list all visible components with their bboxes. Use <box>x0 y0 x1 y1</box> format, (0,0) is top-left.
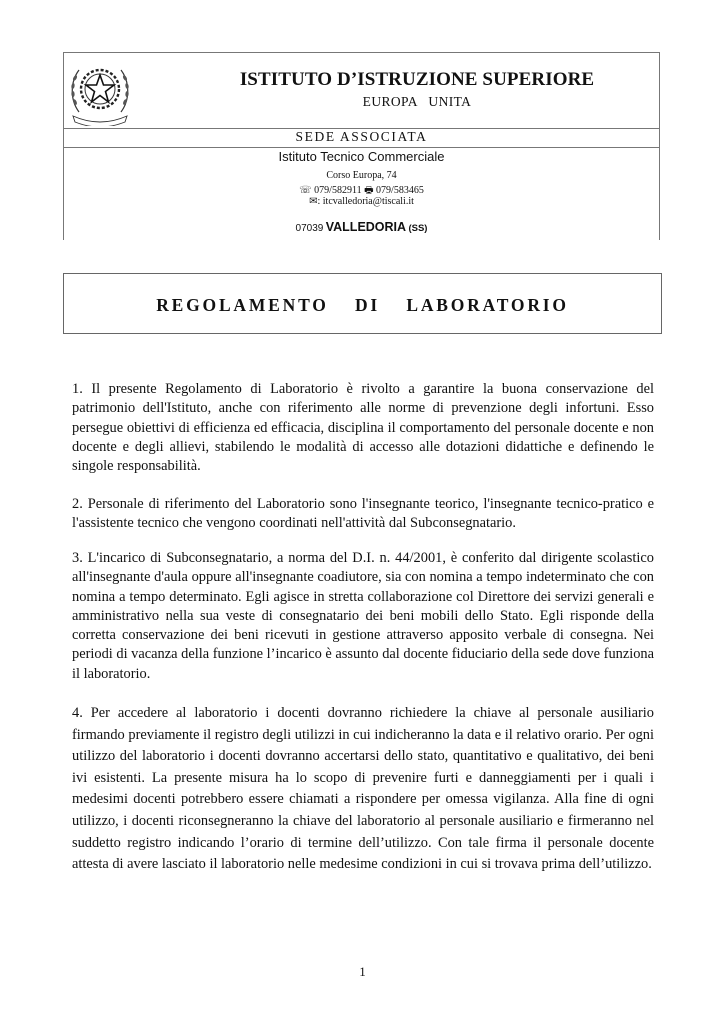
school-name: Istituto Tecnico Commerciale <box>278 149 445 164</box>
paragraph-2: 2. Personale di riferimento del Laboratorio sono l'insegnante teorico, l'insegnante tecnico-pratico e l'assistente tecnico che vengono coordinati nell'attività dal Subconsegnatario. <box>72 496 654 532</box>
mail-icon: ✉ <box>309 196 318 207</box>
phone-icon: ☏ <box>299 185 312 196</box>
letterhead <box>63 52 660 240</box>
email-address[interactable]: itcvalledoria@tiscali.it <box>322 196 414 207</box>
province: (SS) <box>408 223 428 234</box>
divider <box>63 147 660 148</box>
document-title: REGOLAMENTO DI LABORATORIO <box>156 295 569 315</box>
paragraph-4: 4. Per accedere al laboratorio i docenti dovranno richiedere la chiave al personale ausiliario firmando previamente il registro degli utilizzi in cui indicheranno la data e il relativo orario. Per ogni utilizzo del laboratorio i docenti dovranno accertarsi dello stato, quantitativo e qualitativo, dei beni ivi esistenti. La presente misura ha lo scopo di prevenire furti e danneggiamenti per i quali i medesimi docenti potrebbero essere chiamati a rispondere per omessa vigilanza. Alla fine di ogni utilizzo, i docenti riconsegneranno la chiave del laboratorio al personale ausiliario e firmeranno nel suddetto registro indicando l’orario di termine dell’utilizzo. Con tale firma il personale docente attesta di avere lasciato il laboratorio nelle medesime condizioni in cui si trovava prima dell’utilizzo. <box>72 705 654 873</box>
fax-number: 079/583465 <box>376 185 424 196</box>
emblem-icon <box>67 56 133 126</box>
page-number: 1 <box>359 964 366 979</box>
institute-title: ISTITUTO D’ISTRUZIONE SUPERIORE <box>239 69 595 90</box>
email-line: ✉: itcvalledoria@tiscali.it <box>309 196 414 207</box>
paragraph-1: 1. Il presente Regolamento di Laboratorio è rivolto a garantire la buona conservazione del patrimonio dell'Istituto, anche con riferimento alle norme di prevenzione degli infortuni. Esso persegue obiettivi di efficienza ed efficacia, disciplina il comportamento del personale docente e non docente e degli allievi, stabilendo le modalità di accesso alle dotazioni didattiche e definendo le singole responsabilità. <box>72 381 654 475</box>
sede-associata: SEDE ASSOCIATA <box>295 129 428 144</box>
city-name: VALLEDORIA <box>325 220 407 234</box>
phone-number: 079/582911 <box>314 185 362 196</box>
institute-subtitle: EUROPA UNITA <box>362 94 472 109</box>
paragraph-3: 3. L'incarico di Subconsegnatario, a norma del D.I. n. 44/2001, è conferito dal dirigente scolastico all'insegnante d'aula oppure all'insegnante coadiutore, sia con nomina a tempo indeterminato che con nomina a tempo determinato. Egli agisce in stretta collaborazione col Direttore dei servizi generali e amministrativo nella sua veste di consegnatario dei beni mobili dello Stato. Egli risponde della corretta conservazione dei beni ricevuti in gestione attraverso apposito verbale di consegna. Nei periodi di vacanza della funzione l’incarico è assunto dal docente fiduciario della sede dove funziona il laboratorio. <box>72 550 654 682</box>
postal-code: 07039 <box>295 223 324 234</box>
address: Corso Europa, 74 <box>326 170 397 181</box>
document-title-box <box>63 273 662 334</box>
fax-icon: 🖶 <box>364 185 374 196</box>
city-line <box>63 220 660 234</box>
